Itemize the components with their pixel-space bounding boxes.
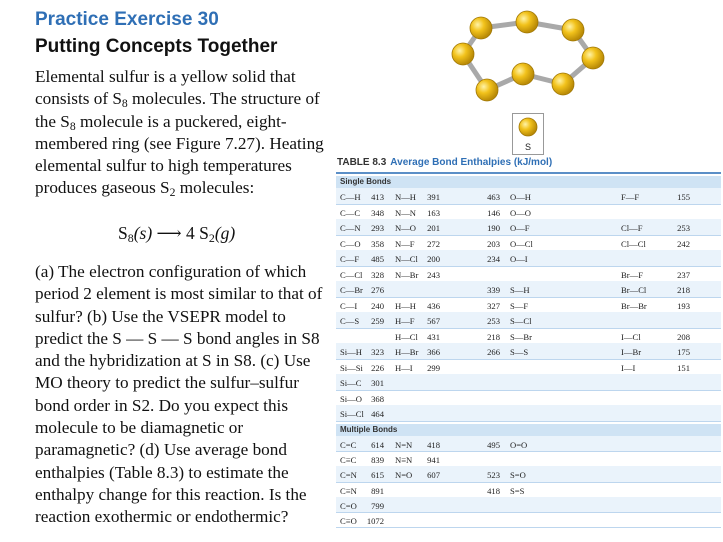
bond-label: N—O bbox=[395, 223, 417, 233]
table-row-rule bbox=[336, 390, 721, 391]
sulfur-atom bbox=[452, 43, 474, 65]
bond-label: Si—C bbox=[340, 378, 362, 388]
eq-reactant-sub: 8 bbox=[127, 230, 134, 245]
legend-sulfur-ball bbox=[513, 114, 543, 144]
bond-label: S—Cl bbox=[510, 316, 532, 326]
bond-enthalpy-value: 299 bbox=[427, 362, 440, 373]
bond-label: H—Cl bbox=[395, 331, 418, 342]
bond-label: Si—H bbox=[340, 347, 362, 357]
eq-product-state: (g) bbox=[214, 223, 236, 243]
eq-reactant: S bbox=[118, 223, 128, 243]
table-row-rule bbox=[336, 512, 721, 513]
bond-label: C—Cl bbox=[340, 269, 363, 280]
bond-enthalpy-value: 193 bbox=[677, 300, 690, 311]
bond-enthalpy-value: 203 bbox=[487, 238, 500, 249]
bond-label: C—I bbox=[340, 300, 358, 311]
bond-label: N—N bbox=[395, 207, 417, 218]
bond-label: N—Br bbox=[395, 269, 419, 280]
single-bonds-label: Single Bonds bbox=[340, 177, 392, 186]
bond-enthalpy-value: 253 bbox=[677, 223, 690, 233]
bond-label: C—N bbox=[340, 223, 361, 233]
bond-enthalpy-value: 226 bbox=[371, 362, 384, 373]
bond-enthalpy-value: 431 bbox=[427, 331, 440, 342]
bond-label: C≡N bbox=[340, 485, 357, 496]
eq-arrow: ⟶ bbox=[156, 223, 182, 243]
bond-label: S—S bbox=[510, 347, 529, 357]
bond-enthalpy-value: 941 bbox=[427, 455, 440, 466]
multiple-bonds-label: Multiple Bonds bbox=[340, 425, 398, 434]
sulfur-atom bbox=[552, 73, 574, 95]
table-row-band bbox=[336, 405, 721, 421]
bond-enthalpy-value: 253 bbox=[487, 316, 500, 326]
bond-enthalpy-value: 464 bbox=[371, 409, 384, 419]
eq-product-sub: 2 bbox=[208, 230, 215, 245]
bond-enthalpy-value: 272 bbox=[427, 238, 440, 249]
bond-enthalpy-value: 218 bbox=[487, 331, 500, 342]
bond-label: O—F bbox=[510, 223, 530, 233]
table-row-rule bbox=[336, 527, 721, 528]
bond-label: S—H bbox=[510, 285, 530, 295]
bond-label: S=O bbox=[510, 470, 526, 481]
bond-enthalpy-value: 1072 bbox=[366, 516, 384, 526]
section-subtitle: Putting Concepts Together bbox=[35, 36, 278, 57]
table-label: TABLE 8.3 bbox=[337, 157, 387, 168]
intro-part-2: molecules. The structure of the S bbox=[35, 89, 320, 131]
bond-label: O—H bbox=[510, 192, 532, 202]
sulfur-atom bbox=[476, 79, 498, 101]
bond-label: Br—Cl bbox=[621, 285, 647, 295]
bond-label: H—H bbox=[395, 300, 417, 311]
bond-enthalpy-value: 200 bbox=[427, 254, 440, 264]
bond-label: Si—Cl bbox=[340, 409, 364, 419]
table-row-band bbox=[336, 374, 721, 390]
bond-label: C—S bbox=[340, 316, 360, 326]
bond-label: N=O bbox=[395, 470, 413, 481]
bond-enthalpy-value: 607 bbox=[427, 470, 440, 481]
bond-enthalpy-value: 237 bbox=[677, 269, 690, 280]
bond-enthalpy-value: 368 bbox=[371, 393, 384, 404]
bond-enthalpy-value: 615 bbox=[371, 470, 384, 481]
bond-label: C—Br bbox=[340, 285, 363, 295]
bond-label: O—O bbox=[510, 207, 532, 218]
table-title: Average Bond Enthalpies (kJ/mol) bbox=[390, 157, 553, 168]
bond-label: O—I bbox=[510, 254, 528, 264]
table-top-rule bbox=[336, 172, 721, 174]
bond-enthalpy-value: 276 bbox=[371, 285, 384, 295]
bond-label: Cl—Cl bbox=[621, 238, 646, 249]
question-text: (a) The electron configuration of which period 2 element is most similar to that of sulfur? (b) Use the VSEPR model to predict the S — S — S bond angles in S8 and the hybridization at S in S8. (c) Use MO theory to predict the sulfur–sulfur bond order in S2. Do you expect this molecule to be diamagnetic or paramagnetic? (d) Use average bond enthalpies (Table 8.3) to estimate the enthalpy change for this reaction. Is the reaction exothermic or endothermic? bbox=[35, 262, 323, 527]
intro-sub-3: 2 bbox=[169, 186, 176, 200]
bond-label: I—I bbox=[621, 362, 636, 373]
single-bonds-heading bbox=[336, 176, 721, 188]
sulfur-atom bbox=[562, 19, 584, 41]
bond-enthalpy-value: 328 bbox=[371, 269, 384, 280]
sulfur-atom bbox=[516, 11, 538, 33]
bond-enthalpy-value: 413 bbox=[371, 192, 384, 202]
bond-label: O—Cl bbox=[510, 238, 533, 249]
molecule-atoms bbox=[452, 11, 604, 101]
bond-enthalpy-value: 418 bbox=[427, 440, 440, 450]
intro-sub-1: 8 bbox=[121, 97, 128, 111]
intro-part-3: molecule is a puckered, eight-membered ring (see Figure 7.27). Heating elemental sulfur to high temperatures produces gaseous S bbox=[35, 111, 324, 198]
bond-enthalpy-value: 799 bbox=[371, 500, 384, 511]
sulfur-atom bbox=[470, 17, 492, 39]
bond-label: H—Br bbox=[395, 347, 419, 357]
bond-enthalpy-value: 146 bbox=[487, 207, 500, 218]
table-row-band bbox=[336, 466, 721, 481]
bond-enthalpy-value: 366 bbox=[427, 347, 440, 357]
bond-enthalpy-value: 190 bbox=[487, 223, 500, 233]
eq-reactant-state: (s) bbox=[133, 223, 153, 243]
table-row-rule bbox=[336, 482, 721, 483]
bond-enthalpy-value: 243 bbox=[427, 269, 440, 280]
bond-label: C=N bbox=[340, 470, 357, 481]
bond-label: Br—F bbox=[621, 269, 643, 280]
bond-label: H—F bbox=[395, 316, 415, 326]
bond-label: N—Cl bbox=[395, 254, 418, 264]
bond-label: S—F bbox=[510, 300, 529, 311]
table-row-rule bbox=[336, 451, 721, 452]
bond-label: C≡O bbox=[340, 516, 357, 526]
intro-sub-2: 8 bbox=[69, 119, 76, 133]
bond-label: C—H bbox=[340, 192, 361, 202]
table-row-band bbox=[336, 250, 721, 266]
bond-label: N—H bbox=[395, 192, 417, 202]
bond-enthalpy-value: 175 bbox=[677, 347, 690, 357]
bond-enthalpy-value: 301 bbox=[371, 378, 384, 388]
bond-label: N=N bbox=[395, 440, 413, 450]
bond-label: F—F bbox=[621, 192, 640, 202]
bond-label: N≡N bbox=[395, 455, 413, 466]
bond-label: Br—Br bbox=[621, 300, 647, 311]
bond-enthalpy-value: 163 bbox=[427, 207, 440, 218]
bond-enthalpy-value: 485 bbox=[371, 254, 384, 264]
bond-label: Si—Si bbox=[340, 362, 363, 373]
bond-enthalpy-value: 155 bbox=[677, 192, 690, 202]
bond-label: H—I bbox=[395, 362, 413, 373]
bond-enthalpy-value: 218 bbox=[677, 285, 690, 295]
bond-enthalpy-value: 463 bbox=[487, 192, 500, 202]
intro-part-4: molecules: bbox=[175, 178, 255, 198]
bond-label: S—Br bbox=[510, 331, 532, 342]
sulfur-atom bbox=[512, 63, 534, 85]
bond-enthalpy-value: 891 bbox=[371, 485, 384, 496]
bond-enthalpy-value: 358 bbox=[371, 238, 384, 249]
s8-molecule-model bbox=[445, 10, 610, 110]
eq-product: 4 S bbox=[186, 223, 209, 243]
bond-label: I—Cl bbox=[621, 331, 641, 342]
bond-enthalpy-value: 293 bbox=[371, 223, 384, 233]
atom-legend bbox=[512, 113, 544, 155]
bond-enthalpy-value: 208 bbox=[677, 331, 690, 342]
bond-label: C—O bbox=[340, 238, 361, 249]
bond-enthalpy-value: 327 bbox=[487, 300, 500, 311]
table-row-rule bbox=[336, 328, 721, 329]
table-row-band bbox=[336, 497, 721, 512]
table-row-rule bbox=[336, 204, 721, 205]
bond-enthalpy-value: 391 bbox=[427, 192, 440, 202]
bond-enthalpy-value: 418 bbox=[487, 485, 500, 496]
bond-enthalpy-value: 201 bbox=[427, 223, 440, 233]
bond-enthalpy-value: 259 bbox=[371, 316, 384, 326]
bond-enthalpy-value: 614 bbox=[371, 440, 384, 450]
bond-label: C—C bbox=[340, 207, 361, 218]
multiple-bonds-heading bbox=[336, 424, 721, 436]
bond-enthalpy-value: 339 bbox=[487, 285, 500, 295]
table-row-rule bbox=[336, 297, 721, 298]
bond-label: C=C bbox=[340, 440, 357, 450]
legend-label: S bbox=[524, 142, 531, 152]
reaction-equation bbox=[118, 223, 235, 244]
bond-enthalpy-value: 567 bbox=[427, 316, 440, 326]
bond-enthalpy-value: 523 bbox=[487, 470, 500, 481]
bond-label: C≡C bbox=[340, 455, 357, 466]
bond-label: S=S bbox=[510, 485, 525, 496]
exercise-title: Practice Exercise 30 bbox=[35, 9, 219, 30]
intro-part-1: Elemental sulfur is a yellow solid that consists of S bbox=[35, 67, 296, 109]
bond-enthalpy-value: 151 bbox=[677, 362, 690, 373]
bond-label: I—Br bbox=[621, 347, 642, 357]
bond-enthalpy-value: 436 bbox=[427, 300, 440, 311]
bond-enthalpy-value: 240 bbox=[371, 300, 384, 311]
bond-label: O=O bbox=[510, 440, 528, 450]
bond-enthalpy-value: 234 bbox=[487, 254, 500, 264]
bond-label: C—F bbox=[340, 254, 360, 264]
bond-label: Cl—F bbox=[621, 223, 643, 233]
bond-label: Si—O bbox=[340, 393, 362, 404]
bond-label: N—F bbox=[395, 238, 415, 249]
table-row-rule bbox=[336, 235, 721, 236]
table-row-rule bbox=[336, 359, 721, 360]
table-row-band bbox=[336, 436, 721, 451]
bond-enthalpy-value: 348 bbox=[371, 207, 384, 218]
table-row-rule bbox=[336, 421, 721, 422]
bond-enthalpy-value: 242 bbox=[677, 238, 690, 249]
bond-enthalpy-value: 495 bbox=[487, 440, 500, 450]
bond-label: C=O bbox=[340, 500, 357, 511]
sulfur-atom bbox=[582, 47, 604, 69]
table-caption bbox=[337, 157, 552, 168]
bond-enthalpy-value: 323 bbox=[371, 347, 384, 357]
bond-enthalpy-value: 266 bbox=[487, 347, 500, 357]
intro-paragraph bbox=[35, 66, 335, 200]
bond-enthalpy-value: 839 bbox=[371, 455, 384, 466]
table-row-rule bbox=[336, 266, 721, 267]
